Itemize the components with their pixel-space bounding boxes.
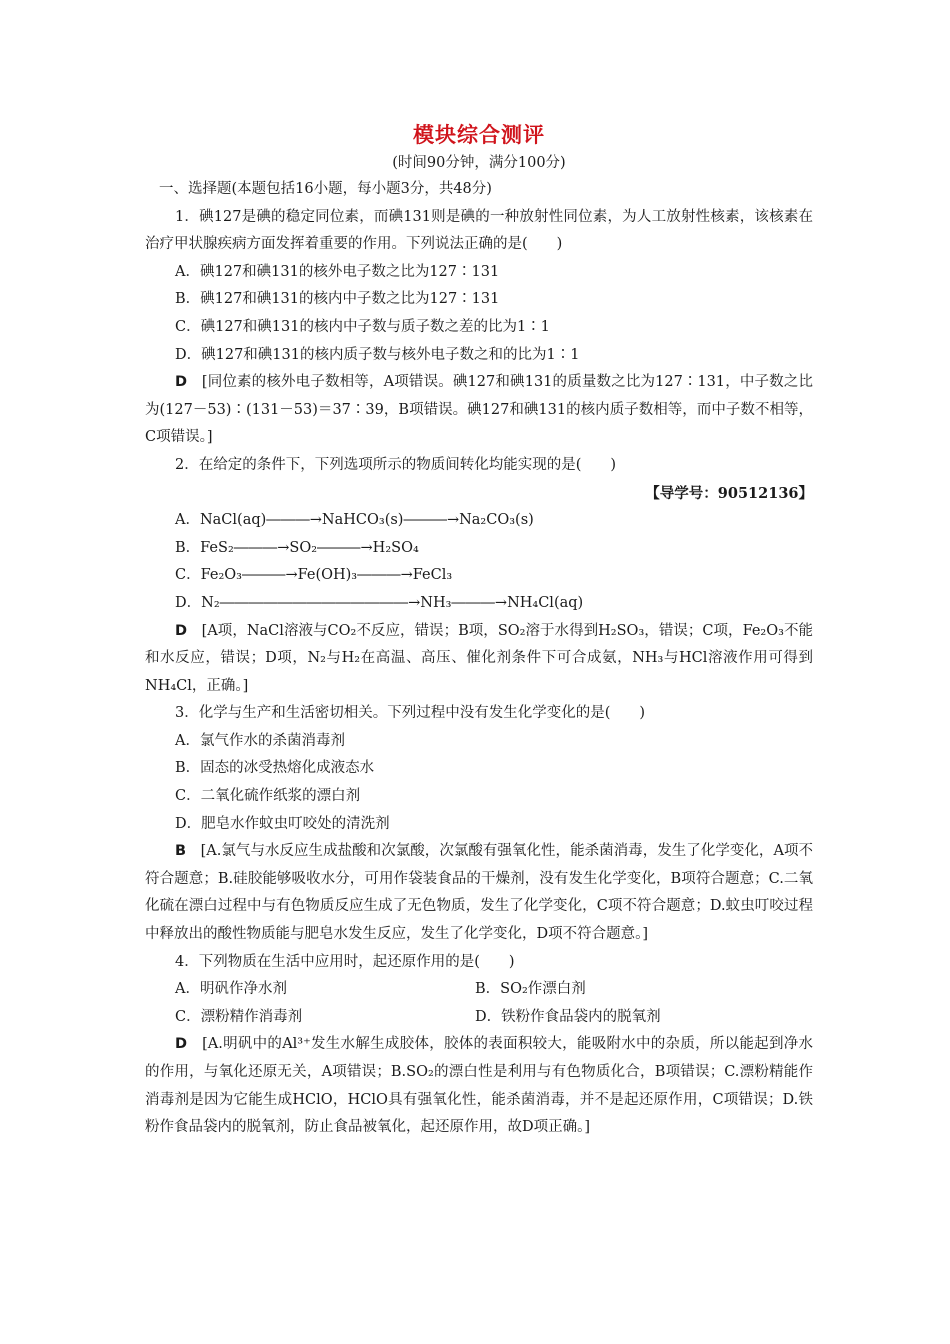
q2-option-d: D．N₂―――――――――――――→NH₃―――→NH₄Cl(aq) — [175, 594, 584, 611]
q1-option-b: B．碘127和碘131的核内中子数之比为127∶131 — [175, 291, 500, 308]
q4-option-a: A．明矾作净水剂 — [175, 981, 287, 998]
q3-option-c: C．二氧化硫作纸浆的漂白剂 — [175, 788, 361, 805]
q2-option-c: C．Fe₂O₃―――→Fe(OH)₃―――→FeCl₃ — [175, 567, 453, 584]
q2-option-a: A．NaCl(aq)―――→NaHCO₃(s)―――→Na₂CO₃(s) — [175, 512, 534, 529]
document-subtitle: (时间90分钟，满分100分) — [392, 155, 566, 171]
q3-explanation: [A.氯气与水反应生成盐酸和次氯酸，次氯酸有强氧化性，能杀菌消毒，发生了化学变化，A项不符合题意；B.硅胶能够吸收水分，可用作袋装食品的干燥剂，没有发生化学变化，B项符合题意；C.二氧化硫在漂白过程中与有色物质反应生成了无色物质，发生了化学变化，C项不符合题意；D.蚊虫叮咬过程中释放出的酸性物质能与肥皂水发生反应，发生了化学变化，D项不符合题意。] — [145, 843, 813, 943]
q1-option-c: C．碘127和碘131的核内中子数与质子数之差的比为1∶1 — [175, 318, 550, 335]
q3-option-d: D．肥皂水作蚊虫叮咬处的清洗剂 — [175, 815, 390, 832]
q2-guide-number: 【导学号：90512136】 — [645, 484, 813, 502]
q4-answer: D — [175, 1036, 188, 1053]
document-page — [145, 118, 813, 1142]
q2-stem: 2．在给定的条件下，下列选项所示的物质间转化均能实现的是( ) — [175, 456, 617, 473]
q2-option-b: B．FeS₂―――→SO₂―――→H₂SO₄ — [175, 539, 419, 556]
q4-option-d: D．铁粉作食品袋内的脱氧剂 — [475, 1008, 661, 1025]
q1-solution — [145, 369, 813, 452]
q1-option-a: A．碘127和碘131的核外电子数之比为127∶131 — [175, 263, 500, 280]
q4-solution — [145, 1031, 813, 1141]
q3-stem: 3．化学与生产和生活密切相关。下列过程中没有发生化学变化的是( ) — [175, 705, 646, 722]
q4-option-b: B．SO₂作漂白剂 — [475, 981, 586, 998]
document-title: 模块综合测评 — [413, 122, 545, 147]
q1-option-d: D．碘127和碘131的核内质子数与核外电子数之和的比为1∶1 — [175, 346, 580, 363]
q2-explanation: [A项，NaCl溶液与CO₂不反应，错误；B项，SO₂溶于水得到H₂SO₃，错误；C项，Fe₂O₃不能和水反应，错误；D项，N₂与H₂在高温、高压、催化剂条件下可合成氨，NH₃与HCl溶液作用可得到NH₄Cl，正确。] — [145, 622, 814, 694]
q3-answer: B — [175, 843, 187, 860]
q1-explanation: [同位素的核外电子数相等，A项错误。碘127和碘131的质量数之比为127∶131，中子数之比为(127－53)∶(131－53)＝37∶39，B项错误。碘127和碘131的核内质子数相等，而中子数不相等，C项错误。] — [145, 374, 813, 446]
q3-solution — [145, 838, 813, 948]
q3-option-a: A．氯气作水的杀菌消毒剂 — [175, 732, 345, 749]
q4-stem: 4．下列物质在生活中应用时，起还原作用的是( ) — [175, 953, 515, 970]
q4-explanation: [A.明矾中的Al³⁺发生水解生成胶体，胶体的表面积较大，能吸附水中的杂质，所以能起到净水的作用，与氧化还原无关，A项错误；B.SO₂的漂白性是利用与有色物质化合，B项错误；C.漂粉精能作消毒剂是因为它能生成HClO，HClO具有强氧化性，能杀菌消毒，并不是起还原作用，C项错误；D.铁粉作食品袋内的脱氧剂，防止食品被氧化，起还原作用，故D项正确。] — [145, 1036, 814, 1136]
q4-options-row-2 — [145, 1004, 813, 1032]
q2-answer: D — [175, 622, 188, 639]
q1-answer: D — [175, 374, 188, 391]
q2-solution — [145, 618, 813, 701]
q3-option-b: B．固态的冰受热熔化成液态水 — [175, 760, 375, 777]
q4-option-c: C．漂粉精作消毒剂 — [175, 1008, 303, 1025]
section-heading: 一、选择题(本题包括16小题，每小题3分，共48分) — [159, 181, 492, 197]
q4-options-row-1 — [145, 976, 813, 1004]
q1-stem: 1．碘127是碘的稳定同位素，而碘131则是碘的一种放射性同位素，为人工放射性核素，该核素在治疗甲状腺疾病方面发挥着重要的作用。下列说法正确的是( ) — [145, 208, 813, 253]
